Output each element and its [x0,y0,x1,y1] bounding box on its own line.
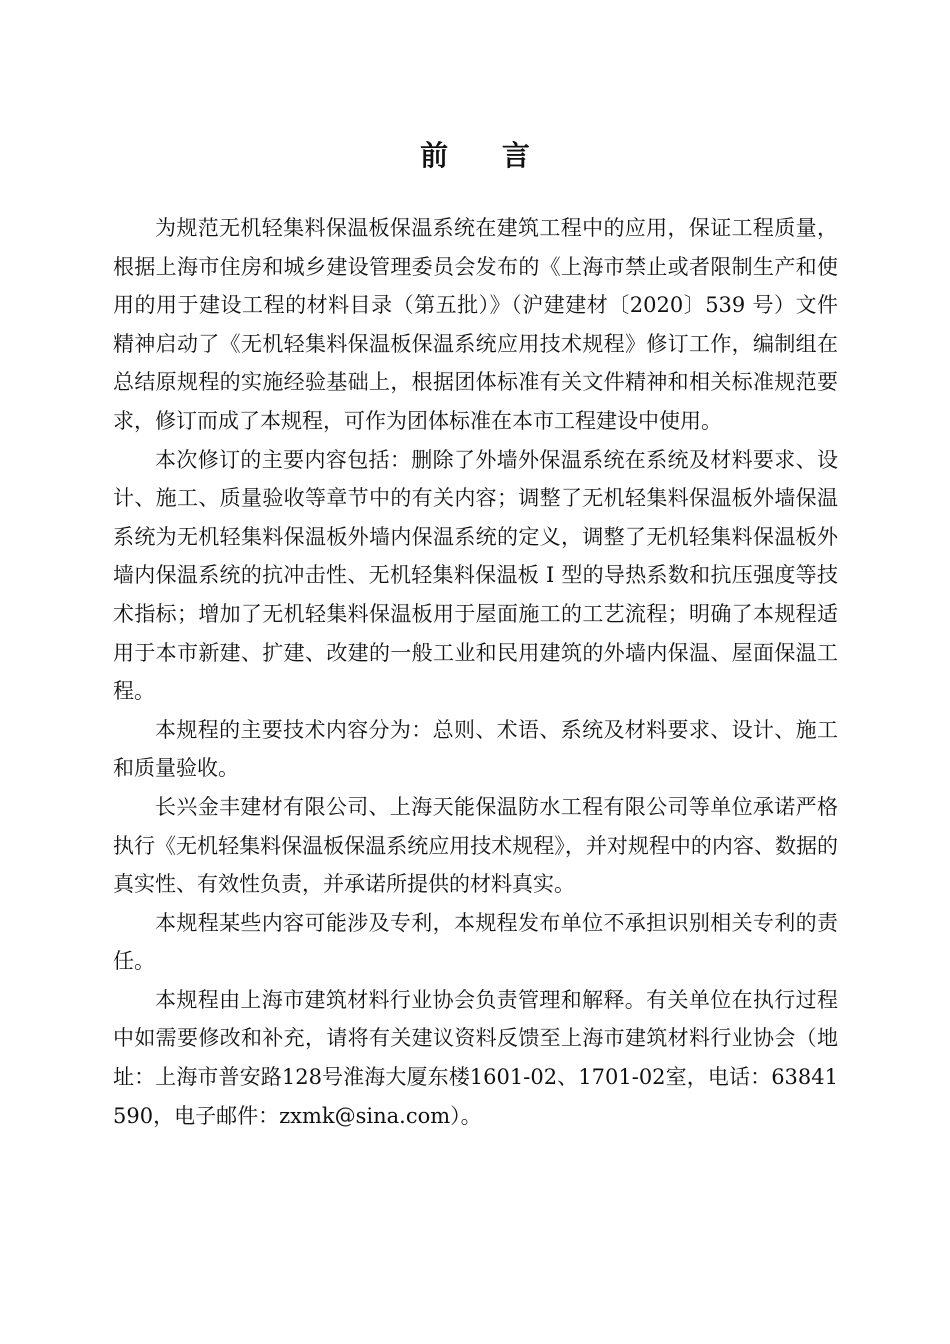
paragraph-technical-contents: 本规程的主要技术内容分为：总则、术语、系统及材料要求、设计、施工和质量验收。 [113,717,838,781]
page-title: 前 言 [420,139,552,172]
paragraph-commitment: 长兴金丰建材有限公司、上海天能保温防水工程有限公司等单位承诺严格执行《无机轻集料保温板保温系统应用技术规程》，并对规程中的内容、数据的真实性、有效性负责，并承诺所提供的材料真实。 [113,794,838,897]
paragraph-revision-contents: 本次修订的主要内容包括：删除了外墙外保温系统在系统及材料要求、设计、施工、质量验收等章节中的有关内容；调整了无机轻集料保温板外墙保温系统为无机轻集料保温板外墙内保温系统的定义，调整了无机轻集料保温板外墙内保温系统的抗冲击性、无机轻集料保温板 I 型的导热系数和抗压强度等技术指标；增加了无机轻集料保温板用于屋面施工的工艺流程；明确了本规程适用于本市新建、扩建、改建的一般工业和民用建筑的外墙内保温、屋面保温工程。 [113,447,838,704]
preface-body [113,209,838,1135]
paragraph-contact-info: 本规程由上海市建筑材料行业协会负责管理和解释。有关单位在执行过程中如需要修改和补充，请将有关建议资料反馈至上海市建筑材料行业协会（地址：上海市普安路128号淮海大厦东楼1601-02、1701-02室，电话：63841590，电子邮件：zxmk@sina.com）。 [113,987,838,1128]
paragraph-patent-notice: 本规程某些内容可能涉及专利，本规程发布单位不承担识别相关专利的责任。 [113,910,838,974]
paragraph-purpose: 为规范无机轻集料保温板保温系统在建筑工程中的应用，保证工程质量，根据上海市住房和城乡建设管理委员会发布的《上海市禁止或者限制生产和使用的用于建设工程的材料目录（第五批）》（沪建建材〔2020〕539 号）文件精神启动了《无机轻集料保温板保温系统应用技术规程》修订工作，编制组在总结原规程的实施经验基础上，根据团体标准有关文件精神和相关标准规范要求，修订而成了本规程，可作为团体标准在本市工程建设中使用。 [113,216,838,433]
